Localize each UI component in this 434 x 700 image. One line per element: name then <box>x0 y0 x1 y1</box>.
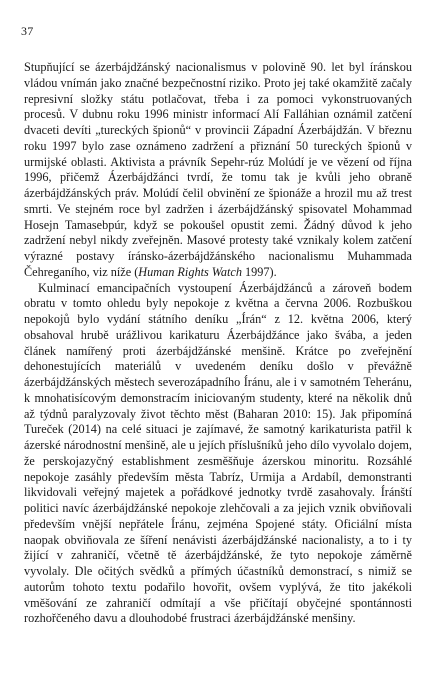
citation-italic: Human Rights Watch <box>138 264 242 279</box>
page-number: 37 <box>21 24 34 38</box>
paragraph-1-tail: 1997). <box>241 264 277 279</box>
paragraph-2-text: Kulminací emancipačních vystoupení Ázerbájdžánců a zároveň bodem obratu v tomto ohledu byly nepokoje z května a června 2006. Rozbuškou nepokojů bylo vydání státního deníku „Írán“ z 12. května 2006, který obsahoval hrubě urážlivou karikaturu Ázerbájdžánce jako švába, a jeden článek namířený proti ázerbájdžánské menšině. Krátce po zveřejnění dehonestujících materiálů v uvedeném deníku došlo v převážně ázerbájdžánských městech severozápadního Íránu, ale i v samotném Teheránu, k mnohatisícovým demonstracím iniciovaným studenty, které na několik dnů až týdnů paralyzovaly život těchto měst (Baharan 2010: 15). Jak připomíná Tureček (2014) na celé situaci je zajímavé, že samotný karikaturista patřil k ázerské národnostní menšině, ale u jejích příslušníků jeho dílo vyvolalo dojem, že perskojazyčný establishment zesměšňuje ázerskou minoritu. Rozsáhlé nepokoje zasáhly především města Tabríz, Urmija a Ardabíl, demonstranti likvidovali veřejný majetek a pořádkové jednotky tvrdě zasahovaly. Íránští politici navíc ázerbájdžánské nepokoje zlehčovali a za jejich vznik obviňovali především vnější nepřátele Íránu, zejména Spojené státy. Oficiální místa naopak obviňovala ze šíření nenávisti ázerbájdžánské nacionalisty, a to i ty žijící v zahraničí, včetně tě ázerbájdžánské, že tyto nepokoje záměrně vyvolaly. Dle očitých svědků a přímých účastníků demonstrací, s nimiž se autorům tohoto textu podařilo hovořit, ovšem vyplývá, že tito jakékoli vměšování ze zahraničí odmítají a vše přičítají obyčejné spontánnosti rozhořčeného davu a dlouhodobé frustraci ázerbájdžánské menšiny. <box>24 280 412 626</box>
paragraph-1-text: Stupňující se ázerbájdžánský nacionalismus v polovině 90. let byl íránskou vládou vnímán jako značné bezpečnostní riziko. Proto jej také okamžitě začaly represivní složky státu potlačovat, třeba i za pomoci vykonstruovaných procesů. V dubnu roku 1996 ministr informací Alí Falláhian oznámil zatčení dvaceti devíti „tureckých špionů“ v provincii Západní Ázerbájdžán. V březnu roku 1997 bylo zase oznámeno zadržení a přiznání 50 tureckých špionů v urmijské oblasti. Aktivista a právník Sepehr-rúz Molúdí je ve vězení od října 1996, přičemž Ázerbájdžánci tvrdí, že tomu tak je kvůli jeho obraně ázerbájdžánských práv. Molúdí čelil obvinění ze špionáže a hrozil mu až trest smrti. Ve stejném roce byl zadržen i ázerbájdžánský spisovatel Mohammad Hosejn Tamasebpúr, když se pokoušel opustit zemi. Žádný důvod k jeho zadržení nebyl nikdy zveřejněn. Masové protesty také vznikaly kolem zatčení výrazné postavy íránsko-ázerbájdžánského nacionalismu Muhammada Čehreganího, viz níže ( <box>24 60 412 279</box>
paragraph-2 <box>24 281 412 628</box>
body-text <box>24 60 412 627</box>
paragraph-1 <box>24 60 412 281</box>
